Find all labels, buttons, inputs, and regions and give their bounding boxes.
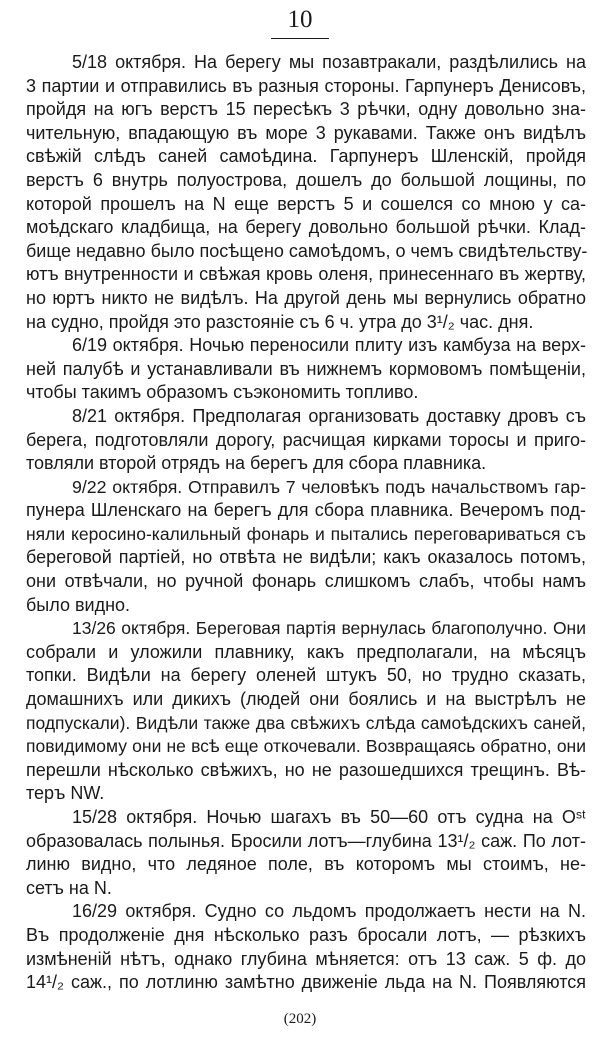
text-line: товляли второй отрядъ на берегъ для сбора плавника. xyxy=(26,453,487,474)
text-line: 14¹/₂ саж., по лотлиню замѣтно движеніе льда на N. Появляются xyxy=(26,972,586,993)
text-line: перешли нѣсколько свѣжихъ, но не разошедшихся трещинъ. Вѣ- xyxy=(26,759,586,780)
text-line: чтобы такимъ образомъ съэкономить топливо. xyxy=(26,382,419,403)
text-line: топки. Видѣли на берегу оленей штукъ 50, но трудно сказать, xyxy=(26,665,586,686)
text-line: линю видно, что ледяное поле, въ которомъ мы стоимъ, не- xyxy=(26,854,586,875)
text-line: 5/18 октября. На берегу мы позавтракали, раздѣлились на xyxy=(72,52,586,72)
text-line: собрали и уложили плавнику, какъ предполагали, на мѣсяцъ xyxy=(26,641,586,662)
text-line: было видно. xyxy=(26,594,131,615)
text-line: ней палубѣ и устанавливали въ нижнемъ кормовомъ помѣщеніи, xyxy=(26,358,586,379)
text-line: на судно, пройдя это разстояніе съ 6 ч. утра до 3¹/₂ час. дня. xyxy=(26,311,534,332)
text-line: 3 партии и отправились въ разныя стороны. Гарпунеръ Денисовъ, xyxy=(26,75,586,96)
text-line: ютъ внутренности и свѣжая кровь оленя, принесеннаго въ жертву, xyxy=(26,264,586,285)
text-line: подпускали). Видѣли также два свѣжихъ слѣда самоѣдскихъ саней, xyxy=(26,712,586,733)
text-line: чительную, впадающую въ море 3 рукавами. Также онъ видѣлъ xyxy=(26,122,586,143)
text-line: 9/22 октября. Отправилъ 7 человѣкъ подъ начальствомъ гар- xyxy=(72,476,586,497)
text-line: 13/26 октября. Береговая партія вернулась благополучно. Они xyxy=(72,618,586,639)
text-line: 6/19 октября. Ночью переносили плиту изъ камбуза на верх- xyxy=(72,335,586,356)
text-line: домашнихъ или дикихъ (людей они боялись и на выстрѣлъ не xyxy=(26,689,586,710)
text-line: сетъ на N. xyxy=(26,877,112,898)
text-line: береговой партіей, но отвѣта не видѣли; какъ оказалось потомъ, xyxy=(26,547,586,568)
text-line: образовалась полынья. Бросили лотъ—глубина 13¹/₂ саж. По лот- xyxy=(26,830,586,851)
text-line: няли керосино-калильный фонарь и пытались переговариваться съ xyxy=(26,523,586,544)
text-line: Въ продолженіе дня нѣсколько разъ бросали лотъ, — рѣзкихъ xyxy=(26,924,586,945)
body-text xyxy=(26,51,586,995)
text-line: 16/29 октября. Судно со льдомъ продолжаетъ нести на N. xyxy=(72,901,586,922)
header-rule xyxy=(271,38,329,39)
text-line: моѣдскаго кладбища, на берегу довольно большой рѣчки. Клад- xyxy=(26,217,586,238)
text-line: свѣжій слѣдъ саней самоѣдина. Гарпунеръ Шленскій, пройдя xyxy=(26,146,586,167)
text-line: 15/28 октября. Ночью шагахъ въ 50—60 отъ судна на Oˢᵗ xyxy=(72,807,586,827)
text-line: но юртъ никто не видѣлъ. На другой день мы вернулись обратно xyxy=(26,287,586,308)
text-line: 8/21 октября. Предполагая организовать доставку дровъ съ xyxy=(72,405,586,426)
text-line: которой прошелъ на N еще верстъ 5 и сошелся со мною у са- xyxy=(26,193,586,214)
text-line: бище недавно было посѣщено самоѣдомъ, о чемъ свидѣтельству- xyxy=(26,240,588,261)
text-line: измѣненій нѣтъ, однако глубина мѣняется: отъ 13 саж. 5 ф. до xyxy=(26,948,586,969)
text-line: пройдя на югъ верстъ 15 пересѣкъ 3 рѣчки, одну довольно зна- xyxy=(26,99,586,120)
text-line: теръ NW. xyxy=(26,783,105,804)
footer-page-number: (202) xyxy=(283,1011,317,1027)
text-line: повидимому они не всѣ еще откочевали. Возвращаясь обратно, они xyxy=(26,736,586,757)
text-line: берега, подготовляли дорогу, расчищая кирками торосы и приго- xyxy=(26,429,586,450)
page-number: 10 xyxy=(287,6,313,33)
text-line: пунера Шленскаго на берегъ для сбора плавника. Вечеромъ под- xyxy=(26,500,586,521)
text-line: верстъ 6 внутрь полуострова, дошелъ до большой лощины, по xyxy=(26,169,586,190)
text-line: они отвѣчали, но ручной фонарь слишкомъ слабъ, чтобы намъ xyxy=(26,571,586,592)
